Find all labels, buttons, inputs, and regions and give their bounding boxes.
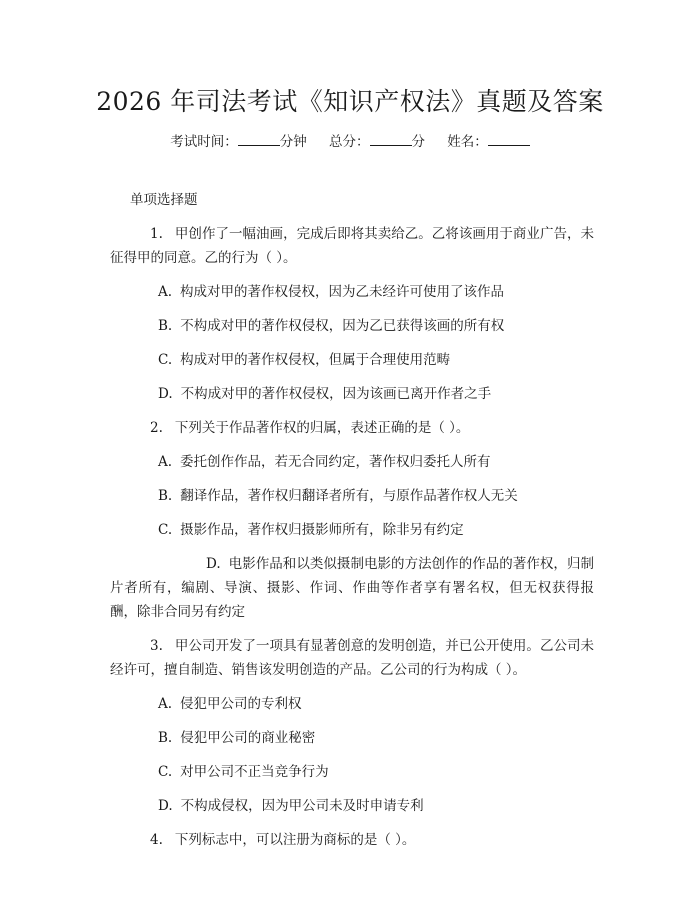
- option-letter: A.: [158, 454, 173, 470]
- option: [158, 280, 594, 304]
- option-letter: A.: [158, 284, 173, 300]
- option-letter: C.: [158, 352, 173, 368]
- question: [110, 416, 594, 440]
- question-number: 3.: [150, 638, 163, 654]
- question-text: 下列标志中，可以注册为商标的是（ ）。: [174, 832, 416, 848]
- option: [158, 692, 594, 716]
- option-letter: B.: [158, 488, 173, 504]
- option: [110, 552, 594, 624]
- option: [158, 314, 594, 338]
- option: [158, 794, 594, 818]
- total-score-label: 总分：: [329, 134, 370, 150]
- option: [158, 518, 594, 542]
- total-score: [329, 132, 425, 152]
- question-text: 甲创作了一幅油画，完成后即将其卖给乙。乙将该画用于商业广告，未征得甲的同意。乙的行为（ ）。: [110, 226, 594, 266]
- exam-time-label: 考试时间：: [170, 134, 238, 150]
- question-number: 1.: [150, 226, 163, 242]
- option-letter: B.: [158, 730, 173, 746]
- option-letter: A.: [158, 696, 173, 712]
- option-letter: B.: [158, 318, 173, 334]
- student-name-blank: [488, 133, 530, 146]
- question: [110, 222, 594, 270]
- exam-time-blank: [238, 133, 280, 146]
- option-text: 电影作品和以类似摄制电影的方法创作的作品的著作权，归制片者所有，编剧、导演、摄影、作词、作曲等作者享有署名权，但无权获得报酬，除非合同另有约定: [110, 556, 594, 620]
- option-text: 对甲公司不正当竞争行为: [180, 764, 329, 780]
- option-text: 侵犯甲公司的商业秘密: [180, 730, 316, 746]
- student-name: [447, 132, 530, 152]
- option: [158, 382, 594, 406]
- option-letter: C.: [158, 522, 173, 538]
- section-heading: 单项选择题: [130, 192, 198, 208]
- total-score-blank: [370, 133, 412, 146]
- question: [110, 828, 594, 852]
- option-text: 不构成对甲的著作权侵权，因为乙已获得该画的所有权: [180, 318, 505, 334]
- option-text: 摄影作品，著作权归摄影师所有，除非另有约定: [180, 522, 464, 538]
- option-text: 不构成对甲的著作权侵权，因为该画已离开作者之手: [180, 386, 492, 402]
- option-letter: D.: [158, 798, 173, 814]
- option: [158, 726, 594, 750]
- total-score-unit: 分: [411, 134, 425, 150]
- page-title: 2026 年司法考试《知识产权法》真题及答案: [96, 87, 604, 116]
- exam-info-line: [0, 132, 700, 152]
- question-text: 下列关于作品著作权的归属，表述正确的是（ ）。: [174, 420, 470, 436]
- student-name-label: 姓名：: [447, 134, 488, 150]
- option: [158, 348, 594, 372]
- question-number: 4.: [150, 832, 163, 848]
- option-text: 侵犯甲公司的专利权: [180, 696, 302, 712]
- option-text: 翻译作品，著作权归翻译者所有，与原作品著作权人无关: [180, 488, 518, 504]
- option: [158, 760, 594, 784]
- option-text: 构成对甲的著作权侵权，但属于合理使用范畴: [180, 352, 451, 368]
- option: [158, 484, 594, 508]
- option-text: 委托创作作品，若无合同约定，著作权归委托人所有: [180, 454, 491, 470]
- exam-time: [170, 132, 307, 152]
- option-text: 不构成侵权，因为甲公司未及时申请专利: [180, 798, 424, 814]
- option-letter: D.: [158, 386, 173, 402]
- option: [158, 450, 594, 474]
- question-text: 甲公司开发了一项具有显著创意的发明创造，并已公开使用。乙公司未经许可，擅自制造、销售该发明创造的产品。乙公司的行为构成（ ）。: [110, 638, 594, 678]
- option-letter: D.: [206, 556, 221, 572]
- option-letter: C.: [158, 764, 173, 780]
- question-number: 2.: [150, 420, 163, 436]
- option-text: 构成对甲的著作权侵权，因为乙未经许可使用了该作品: [180, 284, 505, 300]
- exam-time-unit: 分钟: [279, 134, 307, 150]
- question-content: [110, 188, 594, 862]
- question: [110, 634, 594, 682]
